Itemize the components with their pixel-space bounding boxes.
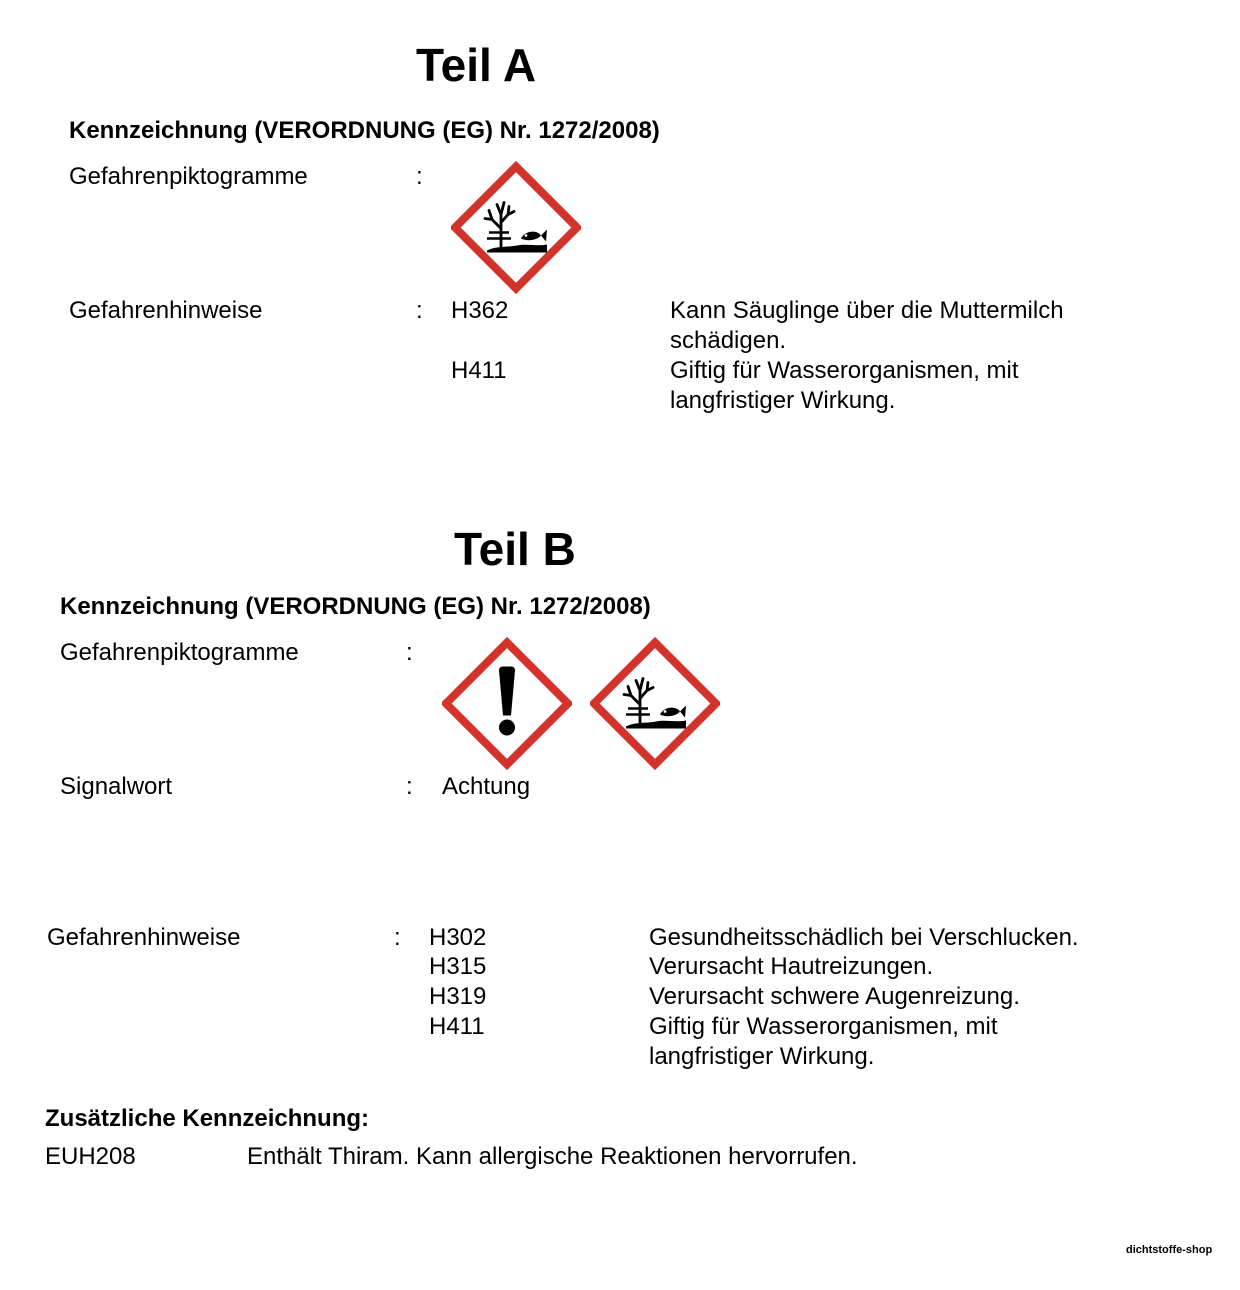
hazard-code: H319 xyxy=(429,983,487,1010)
environment-hazard-icon xyxy=(590,636,720,771)
part-a-pictograms-label: Gefahrenpiktogramme xyxy=(69,163,308,190)
part-b-hazard-label: Gefahrenhinweise xyxy=(47,924,241,951)
footer-brand: dichtstoffe-shop xyxy=(1126,1244,1213,1256)
signal-word-separator: : xyxy=(406,773,413,800)
part-a-title: Teil A xyxy=(416,39,537,91)
part-b-pictograms-label: Gefahrenpiktogramme xyxy=(60,639,299,666)
additional-code: EUH208 xyxy=(45,1143,136,1170)
part-a-hazard-separator: : xyxy=(416,297,423,324)
hazard-text: Gesundheitsschädlich bei Verschlucken. xyxy=(649,924,1079,951)
additional-text: Enthält Thiram. Kann allergische Reaktionen hervorrufen. xyxy=(247,1143,858,1170)
additional-labeling-title: Zusätzliche Kennzeichnung: xyxy=(45,1105,370,1132)
hazard-code: H362 xyxy=(451,297,509,324)
signal-word-label: Signalwort xyxy=(60,773,173,800)
part-b-title: Teil B xyxy=(454,523,576,575)
part-b-pictograms-separator: : xyxy=(406,639,413,666)
hazard-text: Verursacht schwere Augenreizung. xyxy=(649,983,1020,1010)
hazard-text: Kann Säuglinge über die Muttermilch schädigen. xyxy=(670,297,1064,354)
part-a-pictograms-separator: : xyxy=(416,163,423,190)
hazard-code: H411 xyxy=(451,357,507,384)
part-b-hazard-separator: : xyxy=(394,924,401,951)
exclamation-mark-icon xyxy=(442,636,572,771)
hazard-code: H411 xyxy=(429,1013,485,1040)
signal-word: Achtung xyxy=(442,773,531,800)
hazard-code: H315 xyxy=(429,953,487,980)
environment-hazard-icon xyxy=(451,160,581,295)
part-a-subtitle: Kennzeichnung (VERORDNUNG (EG) Nr. 1272/2008) xyxy=(69,117,660,144)
part-a-hazard-label: Gefahrenhinweise xyxy=(69,297,263,324)
hazard-text: Giftig für Wasserorganismen, mit langfristiger Wirkung. xyxy=(670,357,1019,414)
hazard-text: Verursacht Hautreizungen. xyxy=(649,953,934,980)
part-b-subtitle: Kennzeichnung (VERORDNUNG (EG) Nr. 1272/2008) xyxy=(60,593,651,620)
hazard-code: H302 xyxy=(429,924,487,951)
hazard-text: Giftig für Wasserorganismen, mit langfristiger Wirkung. xyxy=(649,1013,998,1070)
